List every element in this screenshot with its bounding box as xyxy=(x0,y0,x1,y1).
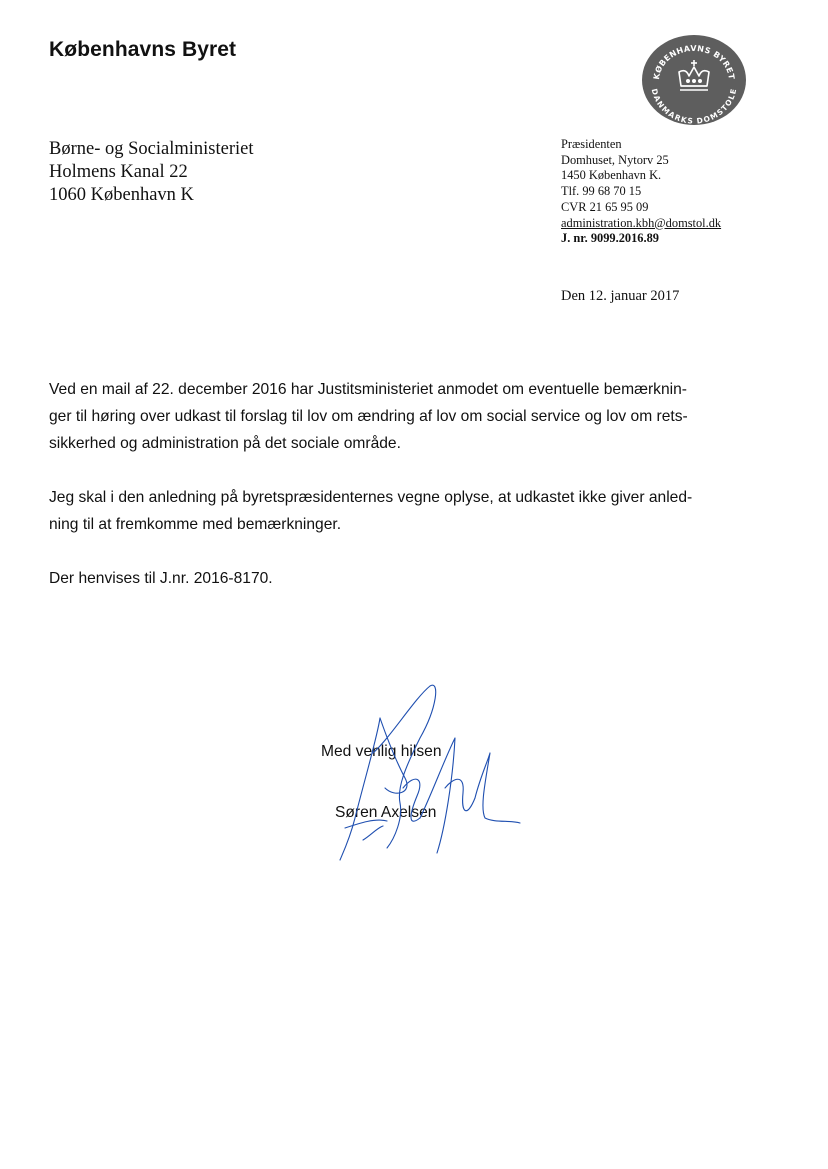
seal-bottom-text: DANMARKS DOMSTOLE xyxy=(649,87,739,126)
seal-top-text: KØBENHAVNS BYRET xyxy=(651,43,737,81)
recipient-line: 1060 København K xyxy=(49,185,194,205)
body-line: ning til at fremkomme med bemærkninger. xyxy=(49,516,342,533)
body-line: Der henvises til J.nr. 2016-8170. xyxy=(49,570,273,587)
sender-line: 1450 København K. xyxy=(561,168,662,183)
court-seal-logo xyxy=(641,34,747,126)
body-paragraph xyxy=(49,484,749,538)
body-line: Ved en mail af 22. december 2016 har Justitsministeriet anmodet om eventuelle bemærknin- xyxy=(49,381,687,398)
journal-number: J. nr. 9099.2016.89 xyxy=(561,231,659,246)
body-line: sikkerhed og administration på det sociale område. xyxy=(49,435,401,452)
recipient-line: Holmens Kanal 22 xyxy=(49,162,188,182)
sender-email-link[interactable]: administration.kbh@domstol.dk xyxy=(561,215,722,230)
sender-line: CVR 21 65 95 09 xyxy=(561,199,649,214)
body-line: ger til høring over udkast til forslag til lov om ændring af lov om social service og lov om rets- xyxy=(49,408,688,425)
court-name-heading: Københavns Byret xyxy=(49,38,237,61)
body-line: Jeg skal i den anledning på byretspræsidenternes vegne oplyse, at udkastet ikke giver anled- xyxy=(49,489,693,506)
sender-line: Tlf. 99 68 70 15 xyxy=(561,184,642,199)
sender-block xyxy=(561,137,721,247)
sender-line: Domhuset, Nytorv 25 xyxy=(561,152,669,167)
body-paragraph xyxy=(49,376,749,457)
recipient-address xyxy=(49,138,254,207)
recipient-line: Børne- og Socialministeriet xyxy=(49,139,254,159)
signer-name: Søren Axelsen xyxy=(335,804,437,821)
sender-line: Præsidenten xyxy=(561,137,622,151)
letter-date: Den 12. januar 2017 xyxy=(561,288,680,304)
handwritten-signature xyxy=(325,678,525,863)
closing-greeting: Med venlig hilsen xyxy=(321,743,442,760)
body-paragraph xyxy=(49,565,749,592)
letter-body xyxy=(49,376,749,619)
